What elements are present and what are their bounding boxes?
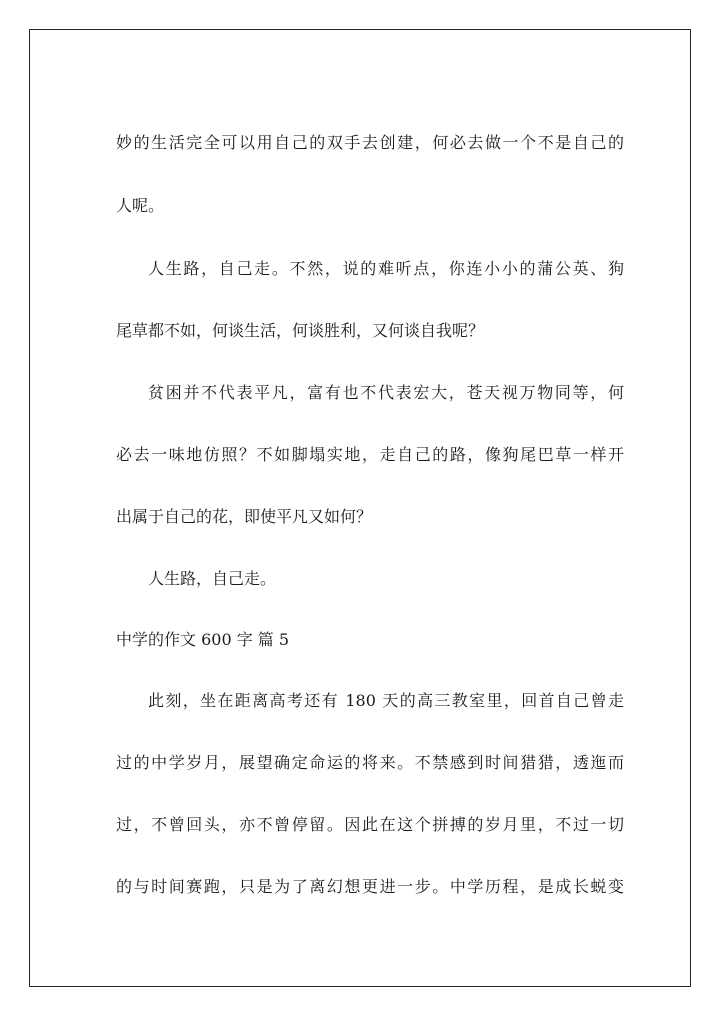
text-line: 此刻，坐在距离高考还有 180 天的高三教室里，回首自己曾走	[148, 691, 624, 710]
text-line: 人呢。	[116, 196, 165, 215]
text-line: 贫困并不代表平凡，富有也不代表宏大，苍天视万物同等，何	[148, 383, 624, 402]
text-line: 人生路，自己走。	[148, 569, 277, 588]
text-line: 妙的生活完全可以用自己的双手去创建，何必去做一个不是自己的	[116, 133, 624, 152]
text-line: 的与时间赛跑，只是为了离幻想更进一步。中学历程，是成长蜕变	[116, 877, 624, 896]
section-heading: 中学的作文 600 字 篇 5	[116, 630, 290, 649]
text-line: 人生路，自己走。不然，说的难听点，你连小小的蒲公英、狗	[148, 259, 624, 278]
text-line: 出属于自己的花，即使平凡又如何？	[116, 507, 373, 526]
text-line: 必去一味地仿照？不如脚塌实地，走自己的路，像狗尾巴草一样开	[116, 445, 624, 464]
text-line: 过的中学岁月，展望确定命运的将来。不禁感到时间猎猎，透迤而	[116, 753, 624, 772]
text-line: 过，不曾回头，亦不曾停留。因此在这个拼搏的岁月里，不过一切	[116, 815, 624, 834]
text-line: 尾草都不如，何谈生活，何谈胜利，又何谈自我呢？	[116, 321, 485, 340]
